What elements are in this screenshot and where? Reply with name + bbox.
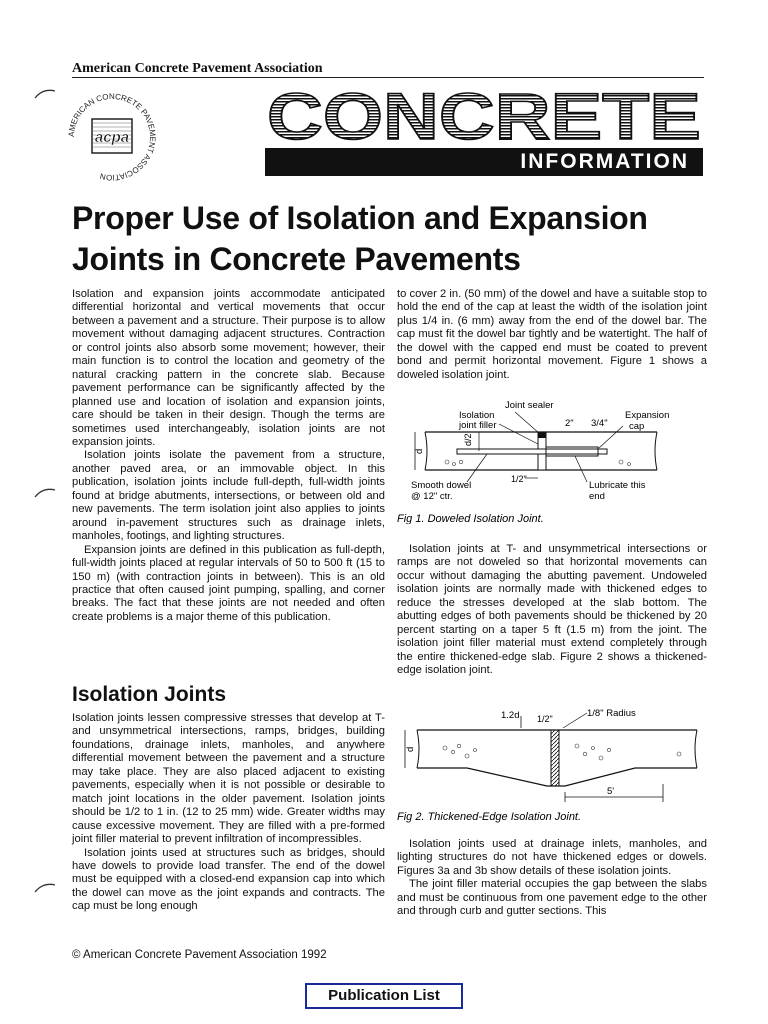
header-rule [72, 77, 704, 78]
fig2-d: d [405, 746, 416, 752]
paragraph-dowels: Isolation joints used at structures such as bridges, should have dowels to provide load transfer. The end of the dowel must be equipped with a closed-end expansion cap into which the dowel can move as the joint expands and contracts. The cap must be long enough [72, 846, 385, 913]
fig2-five-ft: 5' [607, 786, 615, 797]
fig1-dim-34: 3/4" [591, 418, 608, 429]
fig1-isolation: Isolation [459, 410, 495, 421]
brand-subtitle: INFORMATION [265, 148, 703, 176]
paragraph-filler: The joint filler material occupies the gap between the slabs and must be continuous from one pavement edge to the other and through curb and gutter sections. This [397, 878, 707, 918]
fig2-caption: Fig 2. Thickened-Edge Isolation Joint. [397, 811, 582, 823]
fig1-caption: Fig 1. Doweled Isolation Joint. [397, 513, 544, 524]
fig2-radius: 1/8" Radius [587, 708, 636, 719]
column-1-bottom [72, 712, 385, 914]
section-heading-isolation: Isolation Joints [72, 683, 227, 706]
fig2-half: 1/2" [537, 714, 553, 724]
logo-mark: acpa [94, 129, 130, 146]
fig1-lubricate: Lubricate this [589, 480, 646, 491]
publication-list-button[interactable]: Publication List [305, 983, 463, 1009]
fig1-expansion: Expansion [625, 410, 670, 421]
fig1-spacing: @ 12" ctr. [411, 491, 453, 502]
fig1-half: 1/2" [511, 474, 527, 484]
fig1-joint-sealer: Joint sealer [505, 400, 554, 411]
copyright-notice: © American Concrete Pavement Association 1992 [72, 949, 327, 961]
fig1-dim-2: 2" [565, 418, 574, 429]
margin-mark-3 [33, 882, 57, 894]
column-2-top [397, 288, 707, 382]
paragraph-intro: Isolation and expansion joints accommodate anticipated differential horizontal and vertical movements that occur between a pavement and a structure. Their purpose is to allow movement without damaging adjacent structures. Contraction or control joints also absorb some movement; however, their main function is to control the location and geometry of the natural cracking pattern in the concrete slab. Because pavement performance can be significantly affected by the planned use and location of isolation and expansion joints, care should be taken in their design. Though the terms are sometimes used interchangeably, isolation joints are not expansion joints. [72, 288, 385, 448]
column-2-middle [397, 543, 707, 678]
concrete-banner [265, 83, 703, 145]
paragraph-isolation-stresses: Isolation joints lessen compressive stresses that develop at T- and unsymmetrical intersections, ramps, bridges, building foundations, drainage inlets, manholes, and anywhere differential movement between the pavement and a structure may take place. They are also placed adjacent to existing pavements, especially when it is not possible or desirable to match joint locations in the older pavement. Isolation joints should be 1/2 to 1 in. (12 to 25 mm) wide. Greater widths may cause excessive movement. They are filled with a pre-formed joint filler material to prevent infiltration of incompressibles. [72, 712, 385, 846]
association-header: American Concrete Pavement Association [72, 61, 323, 76]
paragraph-cap: to cover 2 in. (50 mm) of the dowel and have a suitable stop to hold the end of the cap at least the width of the isolation joint plus 1/4 in. (6 mm) away from the end of the dowel bar. The cap must fit the dowel bar tightly and be watertight. The half of the dowel with the capped end must be coated to prevent bond and permit horizontal movement. Figure 1 shows a doweled isolation joint. [397, 288, 707, 381]
fig1-smooth-dowel: Smooth dowel [411, 480, 472, 491]
fig2-dim-12d: 1.2d [501, 710, 520, 721]
column-2-bottom [397, 838, 707, 919]
fig1-cap: cap [629, 421, 645, 432]
page-title: Proper Use of Isolation and Expansion Joints in Concrete Pavements [72, 200, 648, 277]
fig1-joint-filler: joint filler [459, 420, 497, 431]
column-1-top [72, 288, 385, 624]
paragraph-drainage: Isolation joints used at drainage inlets, manholes, and lighting structures do not have thickened edges or dowels. Figures 3a and 3b show details of these isolation joints. [397, 838, 707, 877]
margin-mark-2 [33, 487, 57, 499]
paragraph-isolation-def: Isolation joints isolate the pavement from a structure, another paved area, or an immovable object. In this publication, isolation joints include full-depth, full-width joints found at bridge abutments, intersections, or between old and new pavements. The term isolation joint also applies to joints around in-pavement structures such as drainage inlets, manholes, footings, and lighting structures. [72, 449, 385, 543]
margin-mark-1 [33, 88, 57, 100]
paragraph-expansion-def: Expansion joints are defined in this publication as full-depth, full-width joints placed at regular intervals of 50 to 500 ft (15 to 150 m) (with contraction joints in between). This is an old practice that often caused joint pumping, spalling, and corner breaks. The fact that these joints are not needed and often create problems is a major theme of this publication. [72, 543, 385, 623]
paragraph-undoweled: Isolation joints at T- and unsymmetrical intersections or ramps are not doweled so that horizontal movements can occur without damaging the abutting pavement. Undoweled isolation joints are normally made with thickened edges to reduce the stresses developed at the slab bottom. The abutting edges of both pavements should be thickened by 20 percent starting on a taper 5 ft (1.5 m) from the joint. The isolation joint filler material must extend completely through the entire thickened-edge slab. Figure 2 shows a thickened-edge isolation joint. [397, 543, 707, 677]
figure-2-thickened-edge [397, 704, 707, 826]
fig1-end: end [589, 491, 605, 502]
brand-title: CONCRETE [267, 83, 701, 145]
fig1-d: d [414, 448, 425, 454]
logo-ring-text: AMERICAN CONCRETE PAVEMENT ASSOCIATION [66, 91, 158, 183]
acpa-logo [62, 87, 162, 187]
fig1-d2: d/2 [463, 433, 473, 446]
figure-1-doweled-joint [397, 396, 707, 524]
